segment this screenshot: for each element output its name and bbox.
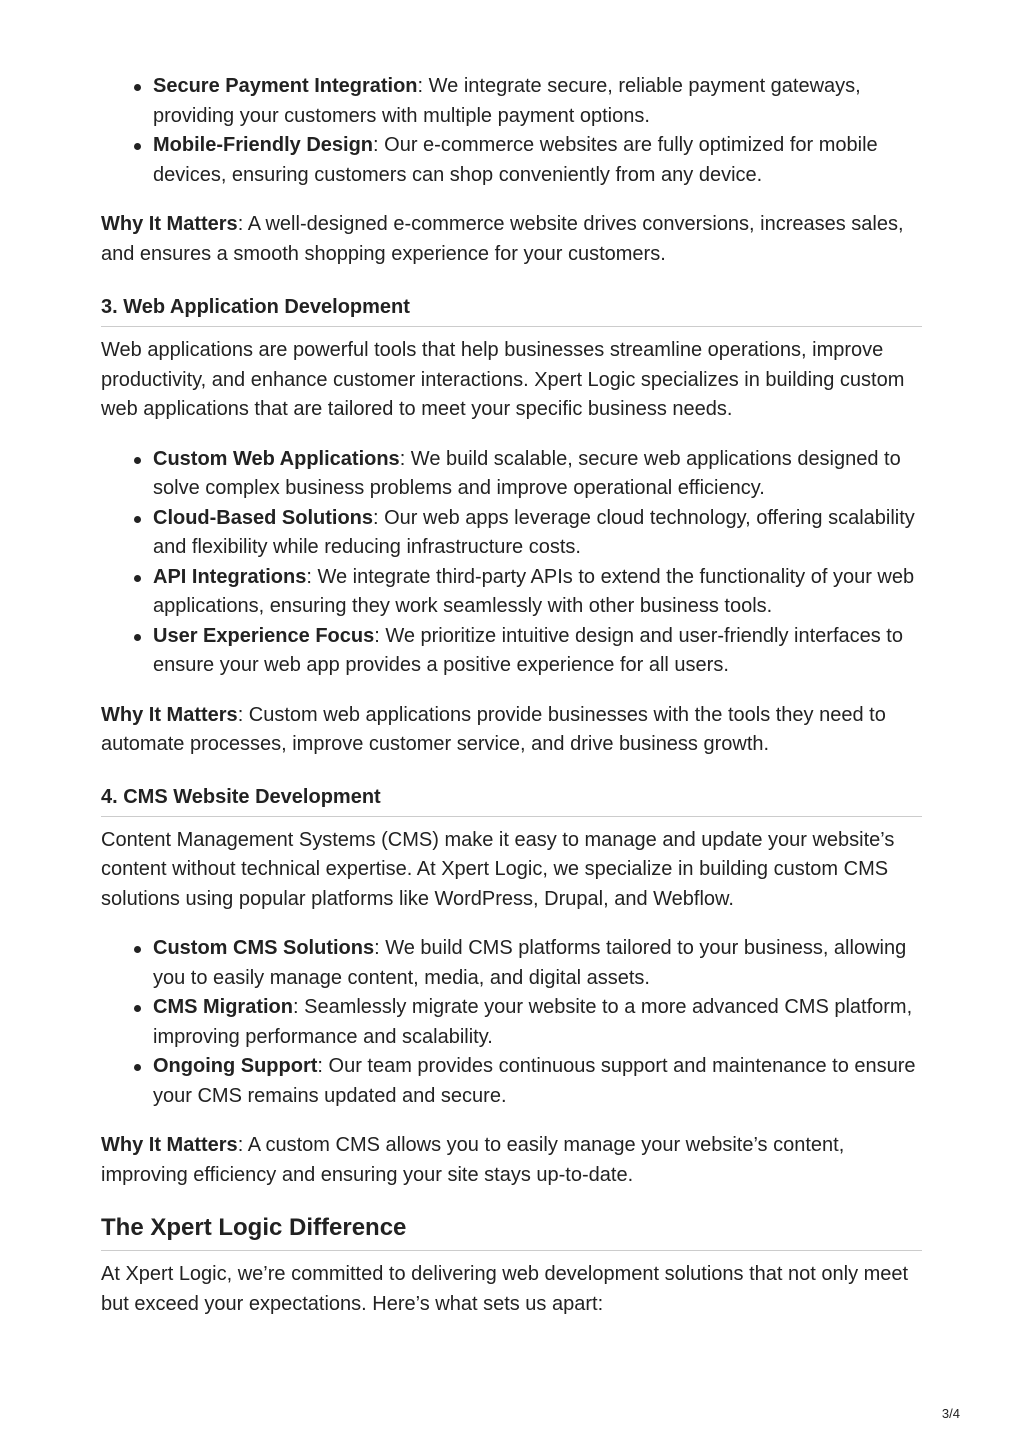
list-item-term: CMS Migration	[153, 996, 293, 1018]
list-item	[101, 445, 922, 504]
bullet-icon	[134, 84, 141, 91]
difference-intro: At Xpert Logic, we’re committed to delivering web development solutions that not only meet but exceed your expectations. Here’s what sets us apart:	[101, 1263, 909, 1315]
list-item-term: Ongoing Support	[153, 1055, 318, 1077]
why-it-matters-webapp	[101, 701, 922, 760]
list-item	[101, 563, 922, 622]
section-heading: 3. Web Application Development	[101, 294, 922, 327]
ecommerce-feature-list	[101, 72, 922, 190]
why-it-matters-cms	[101, 1131, 922, 1190]
section-intro: Web applications are powerful tools that help businesses streamline operations, improve productivity, and enhance customer interactions. Xpert Logic specializes in building custom web applications that are tailored to meet your specific business needs.	[101, 339, 905, 420]
page-number: 3/4	[941, 1406, 960, 1421]
list-item-text: : We integrate secure, reliable payment gateways, providing your customers with multiple payment options.	[153, 75, 861, 127]
bullet-icon	[134, 1064, 141, 1071]
why-term: Why It Matters	[101, 703, 238, 726]
bullet-icon	[134, 634, 141, 641]
bullet-icon	[134, 516, 141, 523]
list-item	[101, 1052, 922, 1111]
section-intro: Content Management Systems (CMS) make it easy to manage and update your website’s content without technical expertise. At Xpert Logic, we specialize in building custom CMS solutions using popular platforms like WordPress, Drupal, and Webflow.	[101, 828, 895, 910]
bullet-icon	[134, 1005, 141, 1012]
why-term: Why It Matters	[101, 1134, 238, 1156]
list-item-text: : We integrate third-party APIs to extend the functionality of your web applications, ensuring they work seamlessly with other business tools.	[153, 565, 915, 617]
list-item-text: : Seamlessly migrate your website to a more advanced CMS platform, improving performance and scalability.	[153, 996, 913, 1048]
difference-heading: The Xpert Logic Difference	[101, 1213, 922, 1251]
why-term: Why It Matters	[101, 213, 238, 235]
bullet-icon	[134, 575, 141, 582]
list-item	[101, 993, 922, 1052]
why-text: : Custom web applications provide businesses with the tools they need to automate processes, improve customer service, and drive business growth.	[101, 703, 886, 755]
list-item-term: Custom CMS Solutions	[153, 937, 375, 959]
list-item	[101, 72, 922, 131]
cms-feature-list	[101, 934, 922, 1111]
list-item-term: Secure Payment Integration	[153, 75, 418, 97]
list-item-term: Custom Web Applications	[153, 447, 400, 470]
list-item	[101, 622, 922, 681]
why-text: : A custom CMS allows you to easily manage your website’s content, improving efficiency and ensuring your site stays up-to-date.	[101, 1134, 845, 1186]
why-it-matters-ecommerce	[101, 210, 922, 269]
list-item	[101, 934, 922, 993]
web-app-feature-list	[101, 445, 922, 681]
list-item-text: : Our e-commerce websites are fully optimized for mobile devices, ensuring customers can shop conveniently from any device.	[153, 134, 878, 186]
list-item-term: Cloud-Based Solutions	[153, 506, 373, 529]
list-item-text: : We build scalable, secure web applications designed to solve complex business problems and improve operational efficiency.	[153, 447, 901, 499]
bullet-icon	[134, 143, 141, 150]
list-item-text: : Our team provides continuous support and maintenance to ensure your CMS remains updated and secure.	[153, 1055, 916, 1107]
list-item	[101, 131, 922, 190]
why-text: : A well-designed e-commerce website drives conversions, increases sales, and ensures a smooth shopping experience for your customers.	[101, 213, 904, 265]
list-item-term: Mobile-Friendly Design	[153, 134, 374, 156]
bullet-icon	[134, 457, 141, 464]
bullet-icon	[134, 946, 141, 953]
list-item-text: : We prioritize intuitive design and user-friendly interfaces to ensure your web app provides a positive experience for all users.	[153, 624, 903, 676]
list-item-term: API Integrations	[153, 565, 307, 588]
list-item-text: : Our web apps leverage cloud technology, offering scalability and flexibility while reducing infrastructure costs.	[153, 506, 915, 558]
list-item-term: User Experience Focus	[153, 624, 375, 647]
document-page	[101, 70, 922, 1319]
section-heading: 4. CMS Website Development	[101, 784, 922, 817]
list-item	[101, 504, 922, 563]
list-item-text: : We build CMS platforms tailored to your business, allowing you to easily manage content, media, and digital assets.	[153, 937, 907, 989]
